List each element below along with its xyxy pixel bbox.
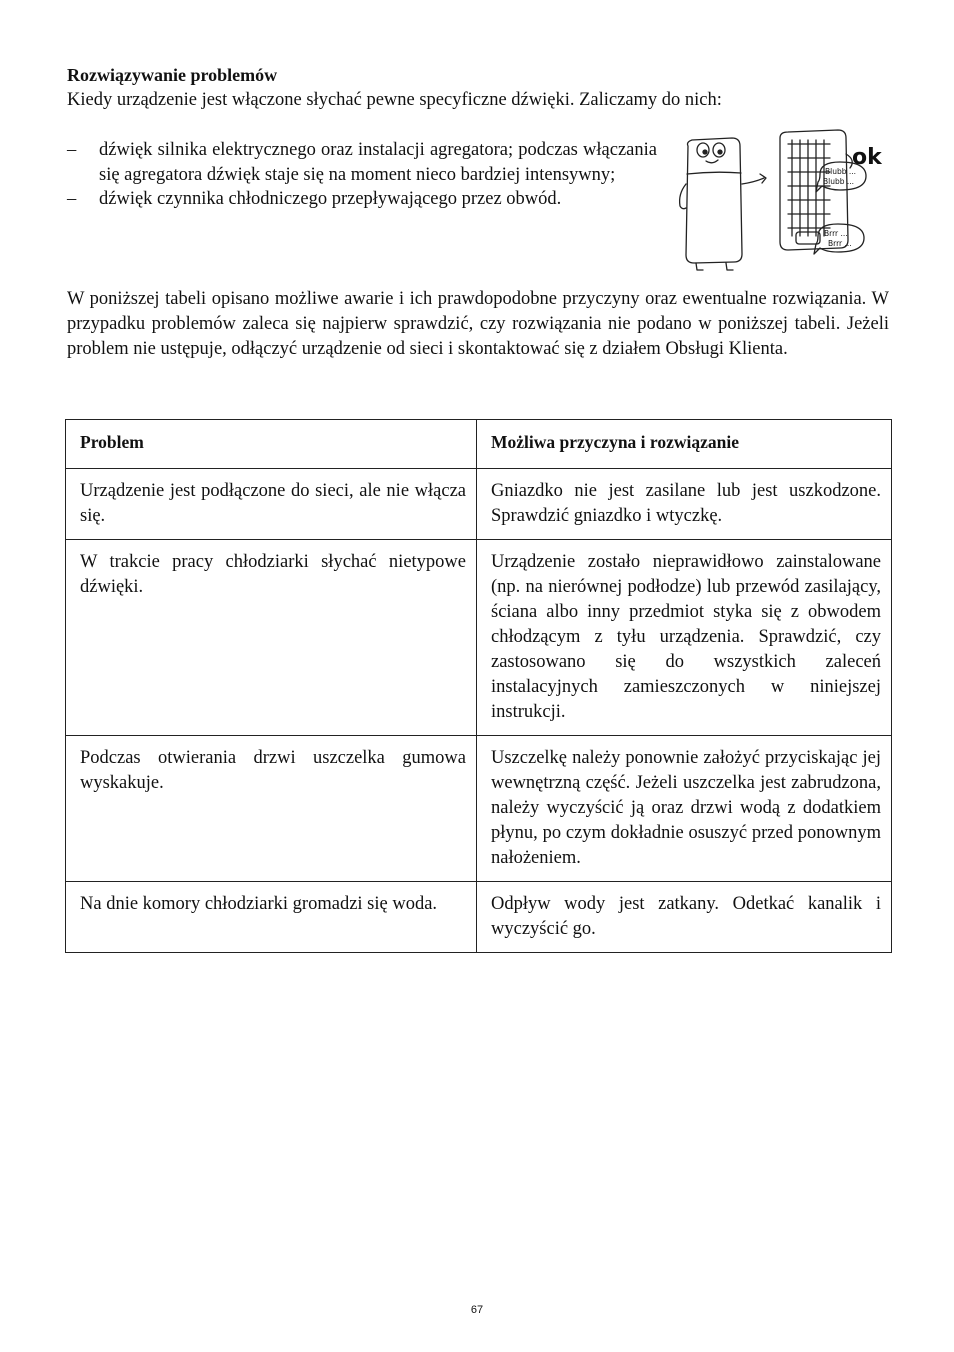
problem-cell: Na dnie komory chłodziarki gromadzi się woda.: [66, 882, 477, 953]
header-problem: Problem: [66, 420, 477, 469]
bubble-top-text-1: Blubb ...: [825, 167, 857, 176]
bubble-top-text-2: Blubb ...: [823, 177, 855, 186]
problem-cell: Podczas otwierania drzwi uszczelka gumowa wyskakuje.: [66, 736, 477, 882]
ok-label: ok: [852, 145, 882, 170]
list-item-text: dźwięk silnika elektrycznego oraz instalacji agregatora; podczas włączania się agregatora dźwięk staje się na moment nieco bardziej intensywny;: [99, 140, 657, 185]
troubleshooting-table: [65, 419, 892, 953]
table-header-row: [66, 420, 892, 469]
bullet-dash: –: [67, 189, 77, 209]
table-row: [66, 469, 892, 540]
table-row: [66, 736, 892, 882]
page-number: 67: [470, 1304, 484, 1316]
header-solution: Możliwa przyczyna i rozwiązanie: [477, 420, 892, 469]
table-row: [66, 540, 892, 736]
solution-cell: Urządzenie zostało nieprawidłowo zainstalowane (np. na nierównej podłodze) lub przewód zasilający, ściana albo inny przedmiot styka się z obwodem chłodzącym z tyłu urządzenia. Sprawdzić, czy zastosowano się do wszystkich zaleceń instalacyjnych zamieszczonych w niniejszej instrukcji.: [477, 540, 892, 736]
problem-cell: W trakcie pracy chłodziarki słychać nietypowe dźwięki.: [66, 540, 477, 736]
solution-cell: Uszczelkę należy ponownie założyć przyciskając jej wewnętrzną część. Jeżeli uszczelka jest zabrudzona, należy wyczyścić ją oraz drzwi wodą z dodatkiem płynu, po czym dokładnie osuszyć przed ponownym nałożeniem.: [477, 736, 892, 882]
fridge-cartoon-illustration: [670, 124, 895, 272]
list-item: [67, 187, 657, 212]
fridge-front-body: [686, 138, 742, 263]
solution-cell: Gniazdko nie jest zasilane lub jest uszkodzone. Sprawdzić gniazdko i wtyczkę.: [477, 469, 892, 540]
table-row: [66, 882, 892, 953]
solution-cell: Odpływ wody jest zatkany. Odetkać kanalik i wyczyścić go.: [477, 882, 892, 953]
list-item: [67, 138, 657, 187]
bullet-dash: –: [67, 140, 77, 160]
problem-cell: Urządzenie jest podłączone do sieci, ale nie włącza się.: [66, 469, 477, 540]
bubble-bottom-text-1: Brrr ...: [824, 229, 848, 238]
intro-text: Kiedy urządzenie jest włączone słychać pewne specyficzne dźwięki. Zaliczamy do nich:: [67, 90, 722, 110]
bubble-bottom-text-2: Brrr ...: [828, 239, 852, 248]
list-item-text: dźwięk czynnika chłodniczego przepływającego przez obwód.: [99, 189, 562, 209]
sound-list: [67, 138, 657, 212]
section-heading: Rozwiązywanie problemów: [67, 65, 278, 85]
table-intro-paragraph: W poniższej tabeli opisano możliwe awarie i ich prawdopodobne przyczyny oraz ewentualne rozwiązania. W przypadku problemów zaleca się najpierw sprawdzić, czy rozwiązania nie podano w poniższej tabeli. Jeżeli problem nie ustępuje, odłączyć urządzenie od sieci i skontaktować się z działem Obsługi Klienta.: [67, 289, 889, 359]
